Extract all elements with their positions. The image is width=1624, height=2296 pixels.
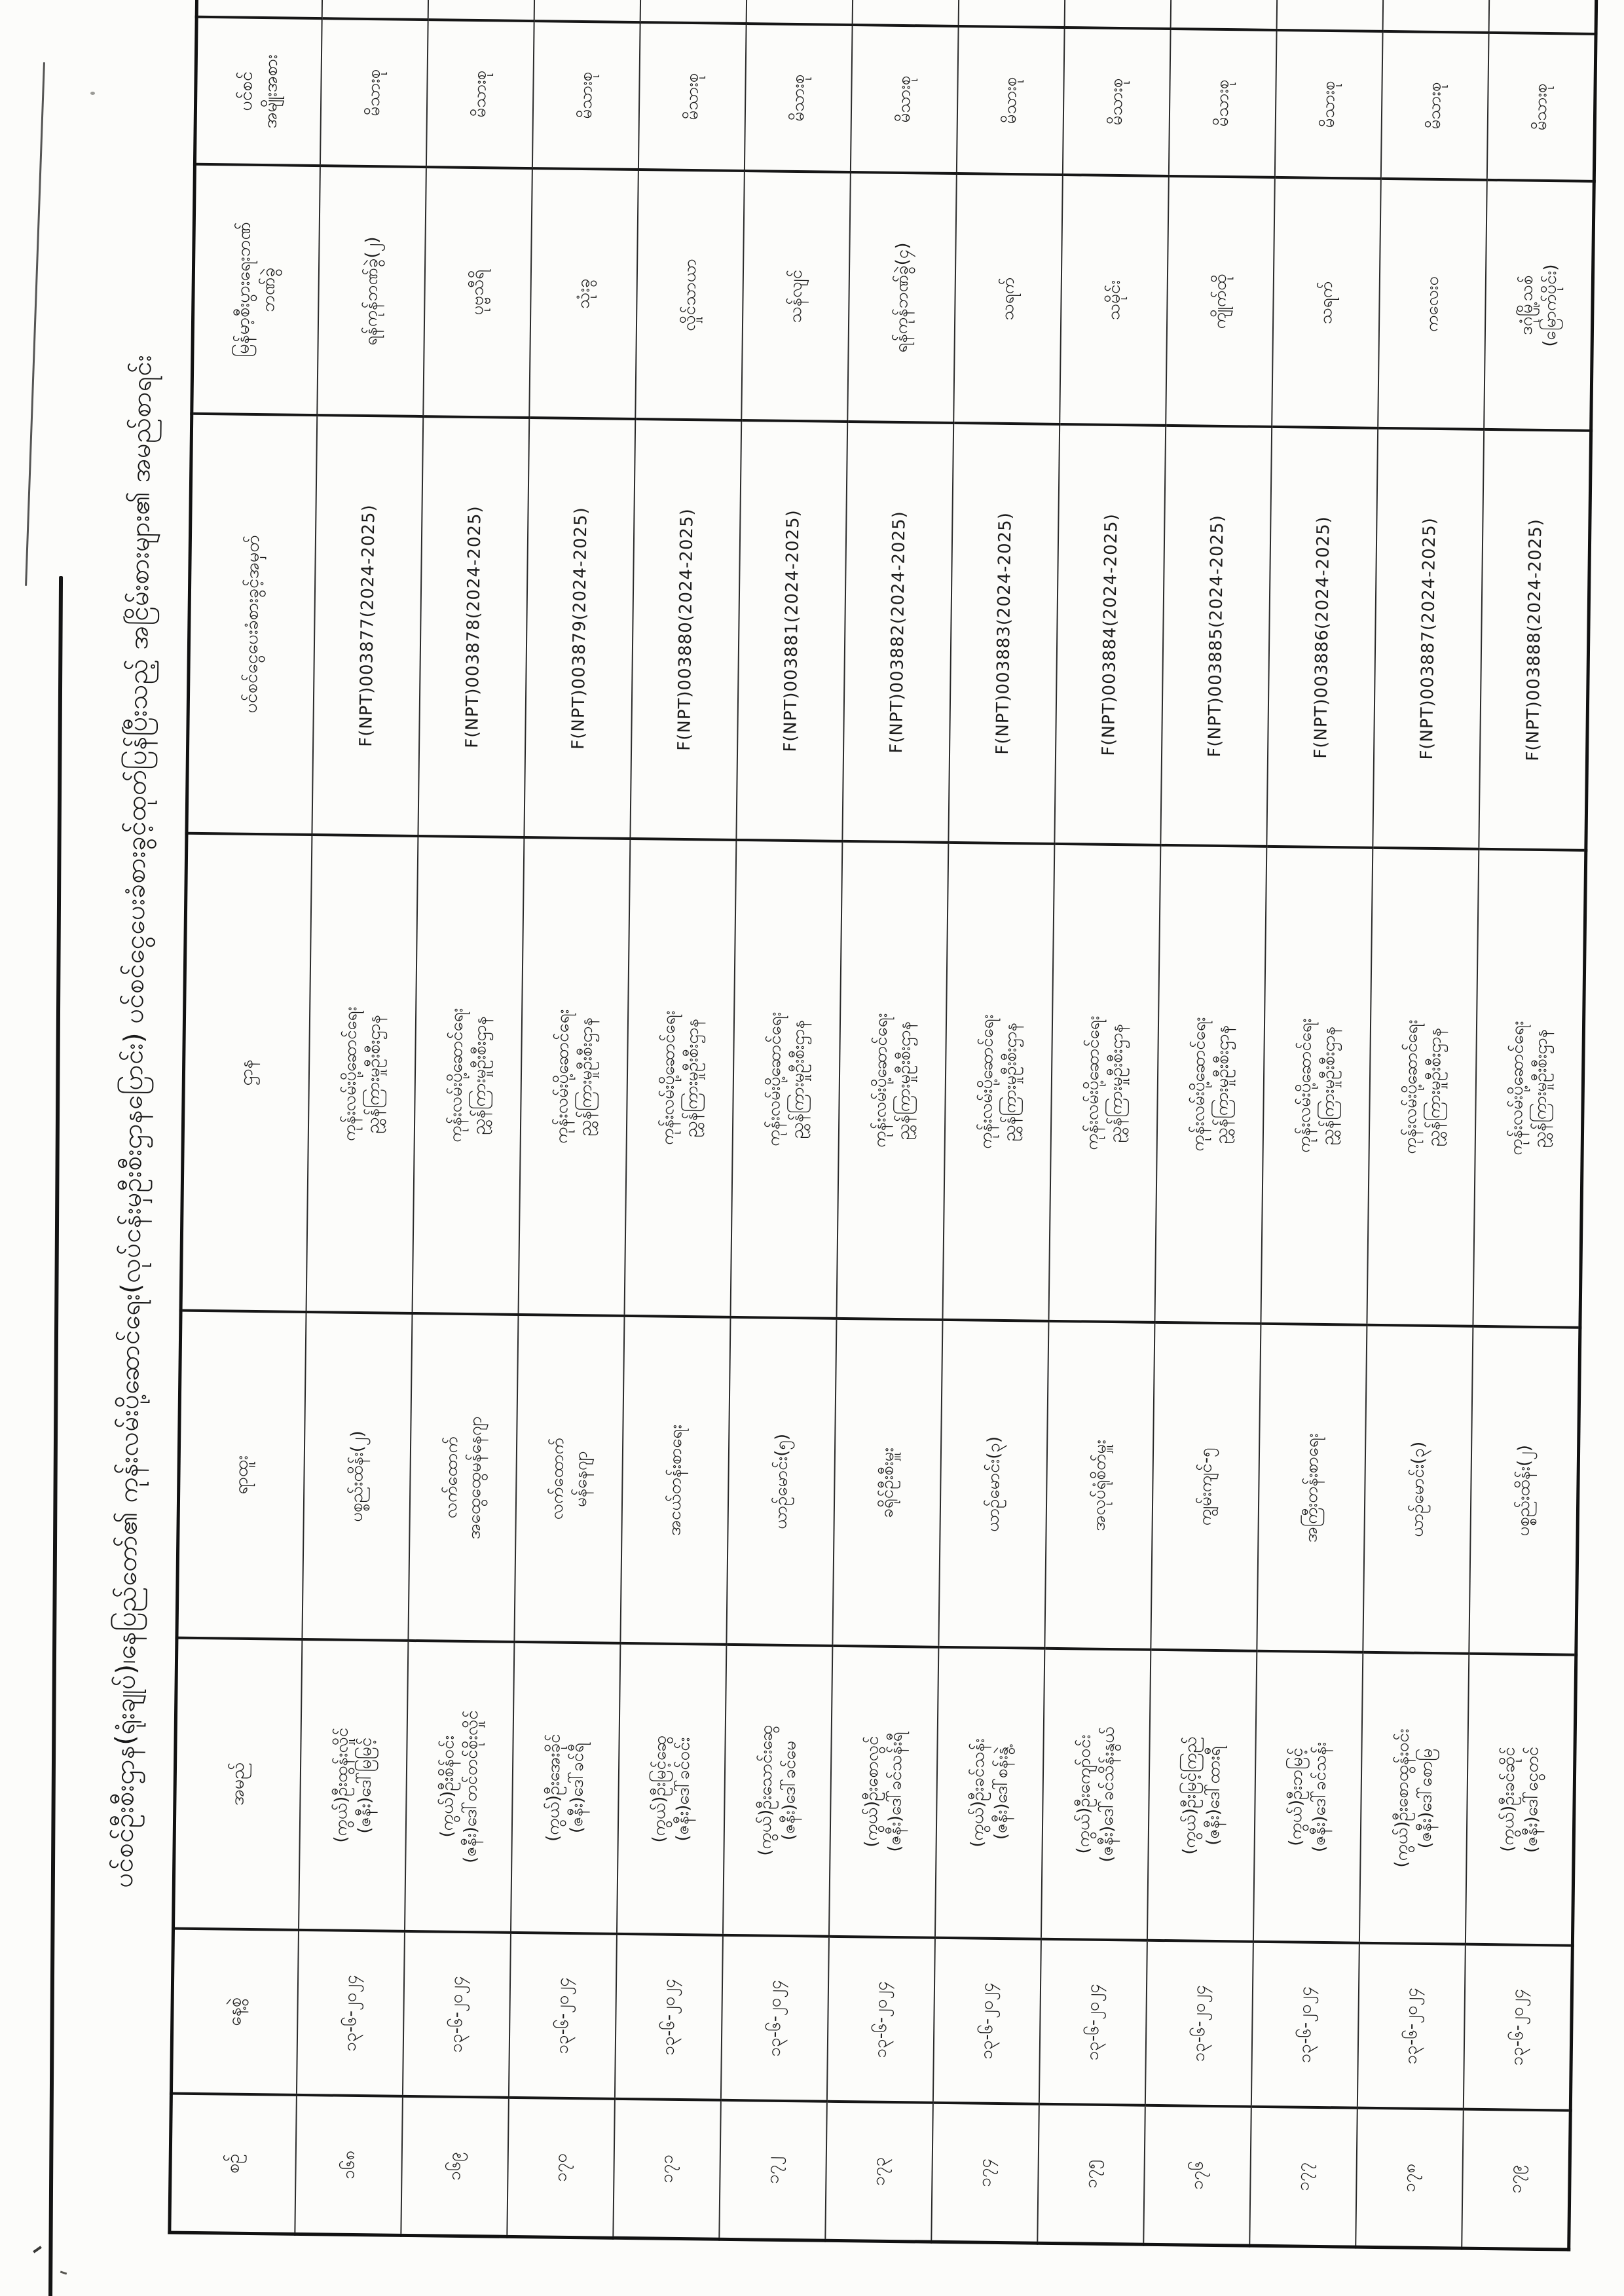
cell-serial: ၁၆၈	[295, 2095, 403, 2235]
cell-serial: ၁၇၃	[825, 2102, 933, 2242]
cell-department: ကုန်းလမ်းပို့ဆောင်ရေး ညွှန်ကြားမှုဦးစီးဌာန	[519, 837, 631, 1316]
column-header-type: ပင်စင် အမျိုးအစား	[194, 17, 322, 166]
cell-serial: ၁၇၄	[931, 2103, 1039, 2243]
cell-name: (ကွယ်)ဦးခင်ဆိုင် (ဇနီး)ဒေါ်ငွေတင်	[1466, 1654, 1576, 1946]
column-header-pension_no: ပင်စင်ငွေပေးခံစားခွင့်အမှတ်	[187, 414, 317, 835]
pension-table	[168, 0, 1598, 2251]
cell-type: မိသားစု	[1063, 27, 1171, 176]
cell-remark	[534, 0, 642, 22]
scan-edge-line	[48, 576, 63, 2296]
cell-pension_no: F(NPT)003881(2024-2025)	[736, 420, 847, 841]
cell-type: မိသားစု	[638, 22, 747, 171]
cell-position: အငယ်တန်းစာရေး	[620, 1316, 730, 1645]
column-header-remark	[196, 0, 323, 18]
cell-type: မိသားစု	[532, 21, 640, 170]
cell-department: ကုန်းလမ်းပို့ဆောင်ရေး ညွှန်ကြားမှုဦးစီးဌာန	[730, 840, 842, 1319]
cell-remark	[322, 0, 430, 20]
cell-serial: ၁၇၈	[1356, 2108, 1464, 2248]
cell-serial: ၁၇၆	[1143, 2105, 1251, 2246]
cell-position: ပစ္စည်းထိန်း(၂)	[1469, 1326, 1580, 1655]
cell-position: ပစ္စည်းထိန်း(၂)	[302, 1312, 412, 1641]
cell-name: (ကွယ်)ဦးစောလွင် (ဇနီး)ဒေါ်ခင်သန်းရီ	[829, 1646, 938, 1938]
cell-bank: ကျိုက်ထို	[1166, 176, 1275, 427]
column-header-date: နေ့စွဲ	[171, 1929, 299, 2095]
cell-department: ကုန်းလမ်းပို့ဆောင်ရေး ညွှန်ကြားမှုဦးစီးဌာန	[942, 843, 1054, 1321]
cell-remark	[428, 0, 536, 21]
cell-remark	[640, 0, 748, 24]
cell-position: ယာဉ်မောင်း(၅)	[726, 1317, 836, 1646]
cell-serial: ၁၇၂	[719, 2100, 827, 2240]
cell-pension_no: F(NPT)003883(2024-2025)	[948, 423, 1060, 844]
cell-name: (ကွယ်)ဦးစောထွန်းဝင်း (ဇနီး)ဒေါ်စောမြ	[1359, 1652, 1469, 1944]
cell-date: ၁၃-၆-၂၀၂၄	[827, 1937, 935, 2103]
cell-name: (ကွယ်)ဦးခင်သန်း (ဇနီး)ဒေါ်စန်းနွဲ့	[935, 1647, 1044, 1939]
cell-department: ကုန်းလမ်းပို့ဆောင်ရေး ညွှန်ကြားမှုဦးစီးဌာန	[413, 836, 525, 1315]
cell-serial: ၁၇၁	[613, 2099, 721, 2239]
cell-remark	[1171, 0, 1278, 30]
cell-department: ကုန်းလမ်းပို့ဆောင်ရေး ညွှန်ကြားမှုဦးစီးဌာန	[625, 839, 737, 1317]
cell-name: (ကွယ်)ဦးထွန်းလှိုင် (ဇနီး)ဒေါ်မြမြင့်	[299, 1639, 408, 1931]
cell-position: အလုပ်ရုံစိတ်မှူး	[1044, 1321, 1154, 1650]
cell-pension_no: F(NPT)003885(2024-2025)	[1160, 426, 1272, 847]
cell-remark	[853, 0, 960, 26]
cell-name: (ကွယ်)ဦးမြင့်ကြည် (ဇနီး)ဒေါ်ထားရီ	[1147, 1650, 1257, 1942]
cell-date: ၁၃-၆-၂၀၂၄	[721, 1935, 829, 2102]
cell-bank: ဒဂုံမြို့သစ် (မြောက်ပိုင်း)	[1484, 180, 1594, 431]
cell-pension_no: F(NPT)003877(2024-2025)	[312, 415, 423, 836]
document-sheet	[88, 18, 1601, 2244]
column-header-name: အမည်	[174, 1638, 303, 1930]
cell-pension_no: F(NPT)003879(2024-2025)	[524, 418, 635, 839]
cell-position: အကြီးတန်းစာရေး	[1257, 1324, 1367, 1652]
cell-pension_no: F(NPT)003884(2024-2025)	[1054, 424, 1166, 845]
cell-remark	[1383, 0, 1490, 33]
cell-date: ၁၃-၆-၂၀၂၄	[615, 1934, 723, 2100]
cell-date: ၁၃-၆-၂၀၂၄	[509, 1933, 617, 2099]
cell-type: မိသားစု	[851, 25, 959, 173]
cell-pension_no: F(NPT)003882(2024-2025)	[842, 422, 953, 843]
cell-serial: ၁၆၉	[401, 2096, 509, 2236]
cell-bank: သန်လျင်	[741, 171, 851, 422]
cell-pension_no: F(NPT)003888(2024-2025)	[1479, 429, 1591, 850]
cell-position: ယာဉ်မောင်း(၃)	[938, 1320, 1048, 1649]
cell-serial: ၁၇၀	[507, 2098, 615, 2238]
cell-type: မိသားစု	[426, 20, 534, 168]
cell-remark	[959, 0, 1066, 27]
cell-name: (ကွယ်)ဦးသောင်းဆွေ (ဇနီး)ဒေါ်ခင်မေ	[723, 1645, 832, 1937]
cell-serial: ၁၇၇	[1249, 2107, 1357, 2247]
column-header-department: ဌာန	[181, 833, 312, 1312]
cell-type: မိသားစု	[1487, 33, 1596, 181]
cell-name: (ကွယ်)ဦးစိန်ဝင်း (ဇနီး)ဒေါ်တင်တင်စိုးလှိုင်	[405, 1641, 514, 1933]
cell-type: မိသားစု	[1169, 29, 1277, 177]
cell-bank: သမိုင်း	[1060, 175, 1169, 426]
cell-date: ၁၃-၆-၂၀၂၄	[1357, 1943, 1466, 2109]
cell-date: ၁၃-၆-၂၀၂၄	[1251, 1942, 1359, 2108]
cell-bank: ပုဗ္ဗသီရိ	[423, 167, 532, 418]
cell-position: ယာဉ်မောင်း(၃)	[1363, 1325, 1473, 1654]
cell-bank: သုံးခွ	[529, 168, 638, 419]
cell-bank: လှိုင်သာယာ	[635, 170, 745, 420]
cell-department: ကုန်းလမ်းပို့ဆောင်ရေး ညွှန်ကြားမှုဦးစီးဌာန	[1473, 849, 1585, 1328]
cell-department: ကုန်းလမ်းပို့ဆောင်ရေး ညွှန်ကြားမှုဦးစီးဌာန	[836, 841, 948, 1320]
scan-edge-diagonal	[25, 62, 45, 586]
cell-pension_no: F(NPT)003887(2024-2025)	[1373, 428, 1484, 849]
cell-name: (ကွယ်)ဦးမြင့်ဆွေ (ဇနီး)ဒေါ်ခင်ဝင်း	[617, 1643, 726, 1935]
cell-position: လက်ထောက် အထွေထွေမန်နေဂျာ	[408, 1313, 518, 1642]
pen-mark	[60, 2271, 67, 2275]
cell-name: (ကွယ်)ဦးအေးခိုင် (ဇနီး)ဒေါ်ခင်ရီ	[511, 1642, 620, 1934]
cell-name: (ကွယ်)ဦးဘမြင့် (ဇနီး)ဒေါ်ခင်သန်း	[1253, 1651, 1363, 1943]
cell-bank: သရက်	[953, 173, 1063, 424]
column-header-position: ရာထူး	[177, 1311, 306, 1639]
cell-date: ၁၃-၆-၂၀၂၄	[1145, 1941, 1253, 2107]
cell-department: ကုန်းလမ်းပို့ဆောင်ရေး ညွှန်ကြားမှုဦးစီးဌာန	[1048, 844, 1160, 1322]
column-header-bank: မြန်မာ့စီးပွားရေးဘဏ် ဘဏ်ခွဲ	[192, 164, 320, 415]
cell-remark	[1065, 0, 1172, 29]
cell-remark	[1489, 0, 1597, 34]
cell-position: လက်ထောက် မန်နေဂျာ	[514, 1315, 624, 1643]
cell-serial: ၁၇၅	[1037, 2104, 1145, 2244]
pen-mark	[33, 2246, 42, 2253]
cell-pension_no: F(NPT)003878(2024-2025)	[418, 416, 529, 837]
cell-pension_no: F(NPT)003886(2024-2025)	[1266, 427, 1378, 848]
cell-date: ၁၃-၆-၂၀၂၄	[297, 1930, 405, 2096]
cell-remark	[1277, 0, 1384, 31]
cell-bank: ရန်ကုန်ဘဏ်ခွဲ(၄)	[847, 172, 957, 423]
cell-date: ၁၃-၆-၂၀၂၄	[1039, 1939, 1147, 2105]
cell-type: မိသားစု	[745, 24, 853, 172]
cell-bank: သရက်	[1272, 177, 1381, 428]
cell-type: မိသားစု	[1381, 31, 1489, 180]
cell-department: ကုန်းလမ်းပို့ဆောင်ရေး ညွှန်ကြားမှုဦးစီးဌာန	[1154, 845, 1266, 1324]
cell-type: မိသားစု	[957, 26, 1065, 175]
cell-name: (ကွယ်)ဦးကျော်ဝင်း (ဇနီး)ဒေါ်ခင်သိန်းနွယ်	[1041, 1649, 1151, 1941]
cell-department: ကုန်းလမ်းပို့ဆောင်ရေး ညွှန်ကြားမှုဦးစီးဌာန	[306, 835, 418, 1313]
cell-position: ကျွမ်းကျင်-၅	[1151, 1322, 1261, 1651]
page-title: ပင်စင်ဦးစီးဌာန(ရုံးချုပ်)၊နေပြည်တော်၏ ကုန်းလမ်းပို့ဆောင်ရေး(လုပ်ငန်းမှဦးစီးဌာနပြောင်း) ပင်စင်ငွေပေးခံစားခွင့်ထုတ်ပြန်ပြီးသည့် အငြိမ်းစားများ၏ အမည်စာရင်း	[108, 354, 157, 1888]
cell-serial: ၁၇၉	[1462, 2109, 1570, 2250]
cell-type: မိသားစု	[1275, 30, 1383, 179]
cell-department: ကုန်းလမ်းပို့ဆောင်ရေး ညွှန်ကြားမှုဦးစီးဌာန	[1367, 848, 1479, 1326]
cell-bank: ကလေးဝ	[1378, 179, 1487, 429]
cell-pension_no: F(NPT)003880(2024-2025)	[630, 419, 741, 840]
cell-date: ၁၃-၆-၂၀၂၄	[933, 1938, 1041, 2104]
cell-position: ခရိုင်ဦးစီးမှူး	[832, 1319, 942, 1647]
cell-date: ၁၃-၆-၂၀၂၄	[403, 1931, 511, 2098]
cell-bank: ရန်ကုန်ဘဏ်ခွဲ(၂)	[317, 166, 426, 416]
cell-department: ကုန်းလမ်းပို့ဆောင်ရေး ညွှန်ကြားမှုဦးစီးဌာန	[1261, 847, 1373, 1325]
column-header-serial: စဉ်	[170, 2094, 297, 2234]
cell-type: မိသားစု	[320, 18, 428, 167]
cell-date: ၁၃-၆-၂၀၂၄	[1464, 1944, 1573, 2111]
cell-remark	[747, 0, 854, 25]
